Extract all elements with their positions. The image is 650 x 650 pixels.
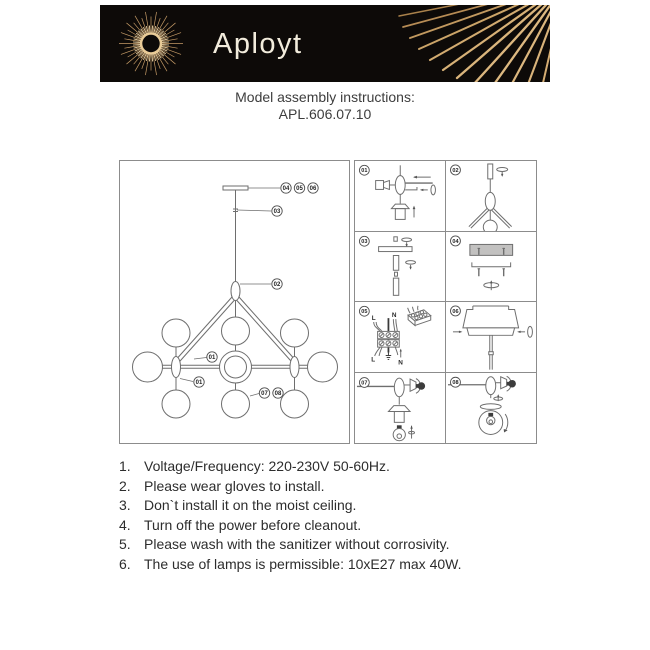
assembly-steps-grid [354, 160, 537, 444]
instruction-number: 2. [119, 477, 131, 494]
instruction-text: The use of lamps is permissible: 10xE27 max 40W. [144, 555, 462, 572]
svg-text:01: 01 [208, 355, 216, 362]
step-02-badge [450, 165, 460, 175]
svg-text:04: 04 [282, 186, 290, 193]
instruction-item-6 [119, 555, 589, 575]
instruction-item-4 [119, 516, 589, 536]
step-panel-05 [355, 302, 446, 373]
step-04-badge [450, 236, 460, 246]
svg-text:05: 05 [296, 186, 303, 193]
model-number: APL.606.07.10 [278, 106, 372, 122]
step-01-badge [359, 165, 369, 175]
svg-text:08: 08 [451, 380, 459, 387]
step-panel-06 [446, 302, 537, 373]
instruction-item-1 [119, 457, 589, 477]
svg-text:01: 01 [361, 168, 368, 175]
step-05-badge [359, 307, 369, 317]
title-block [0, 89, 650, 122]
instruction-number: 1. [119, 458, 131, 474]
chandelier-overview-panel [119, 160, 350, 444]
callout-02 [272, 279, 282, 289]
wire-label-l-top: L [371, 315, 376, 323]
step-panel-02 [446, 161, 537, 232]
callout-08 [273, 388, 283, 398]
step-07-badge [359, 377, 369, 387]
instruction-text: Turn off the power before cleanout. [144, 516, 362, 533]
callout-05 [294, 183, 304, 193]
ceiling-surface [469, 244, 512, 255]
step-panel-01 [355, 161, 446, 232]
svg-text:02: 02 [273, 282, 281, 289]
svg-text:01: 01 [195, 380, 203, 387]
instruction-item-2 [119, 477, 589, 497]
brand-banner [100, 5, 550, 82]
callout-03 [272, 206, 282, 216]
instruction-list [119, 457, 589, 575]
brand-name: Aployt [213, 28, 303, 60]
step-03-badge [359, 236, 369, 246]
svg-text:06: 06 [309, 186, 317, 193]
step-panel-03 [355, 232, 446, 303]
instruction-text: Voltage/Frequency: 220-230V 50-60Hz. [144, 458, 390, 474]
svg-text:04: 04 [451, 238, 459, 245]
svg-text:05: 05 [361, 309, 368, 316]
wire-label-n-bottom: N [398, 359, 403, 367]
instruction-item-3 [119, 496, 589, 516]
callout-01b [194, 377, 204, 387]
callout-07 [259, 388, 269, 398]
svg-text:06: 06 [451, 309, 459, 316]
svg-text:07: 07 [261, 391, 268, 398]
instruction-text: Please wash with the sanitizer without corrosivity. [144, 536, 450, 553]
step-panel-08 [446, 373, 537, 443]
step-panel-04 [446, 232, 537, 303]
instruction-text: Please wear gloves to install. [144, 477, 325, 494]
svg-text:03: 03 [361, 238, 368, 245]
starburst-logo-icon [106, 5, 196, 82]
callout-04 [281, 183, 291, 193]
svg-text:02: 02 [451, 167, 459, 174]
instruction-number: 4. [119, 516, 131, 533]
instruction-item-5 [119, 535, 589, 555]
wire-label-l-bottom: L [371, 356, 376, 364]
wire-label-n-top: N [391, 312, 397, 320]
callout-01a [207, 352, 217, 362]
instruction-text: Don`t install it on the moist ceiling. [144, 497, 357, 514]
svg-text:07: 07 [361, 380, 368, 387]
instruction-number: 5. [119, 536, 131, 553]
step-06-badge [450, 306, 460, 316]
page-title: Model assembly instructions: [235, 89, 415, 105]
callout-06 [308, 183, 318, 193]
svg-text:03: 03 [273, 209, 281, 216]
instruction-number: 3. [119, 497, 131, 514]
step-panel-07 [355, 373, 446, 443]
ceiling-plate [223, 186, 248, 190]
step-08-badge [450, 377, 460, 387]
instruction-number: 6. [119, 555, 131, 572]
svg-text:08: 08 [274, 391, 282, 398]
